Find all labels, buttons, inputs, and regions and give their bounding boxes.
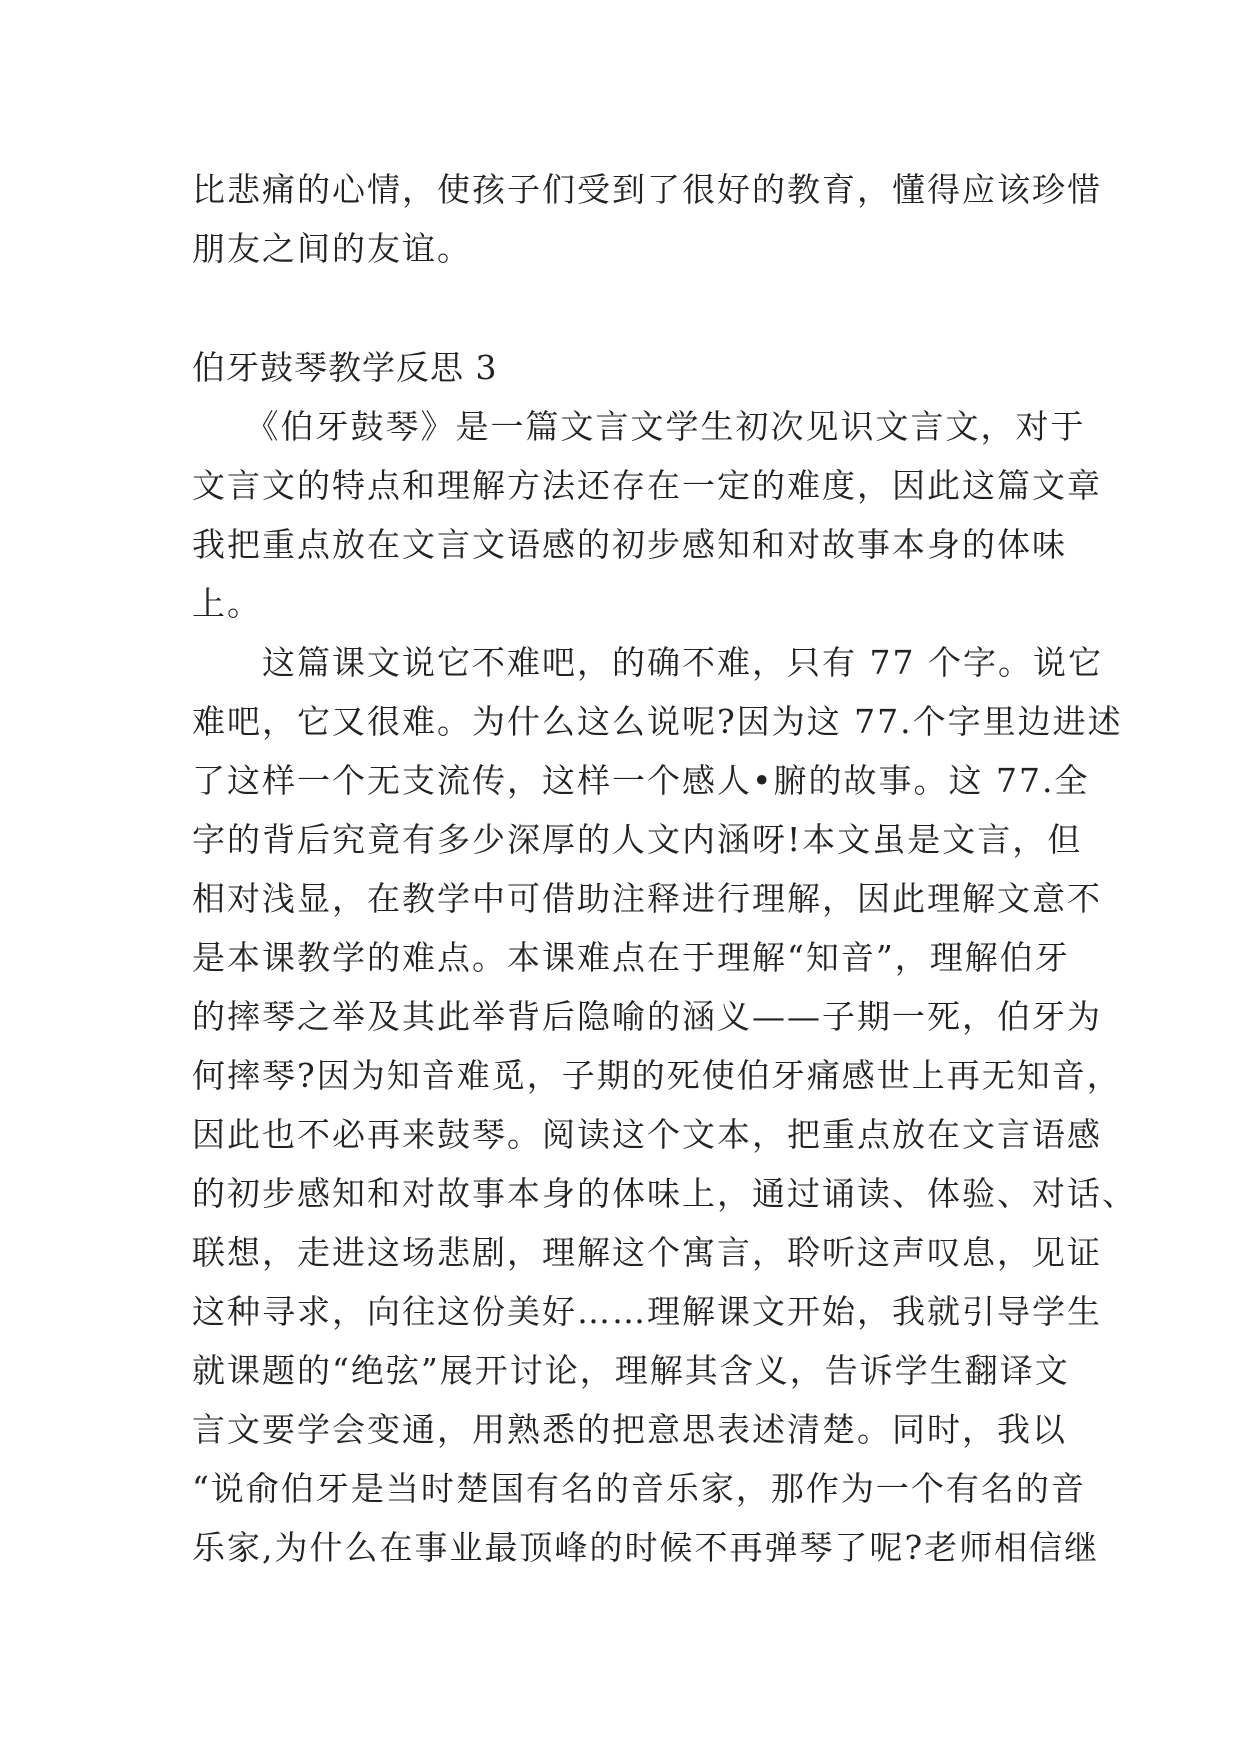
paragraph-2-line-16: 乐家,为什么在事业最顶峰的时候不再弹琴了呢?老师相信继 <box>192 1528 1100 1567</box>
paragraph-2-line-2: 难吧，它又很难。为什么这么说呢?因为这 77.个字里边进述 <box>192 702 1123 741</box>
paragraph-2-line-9: 因此也不必再来鼓琴。阅读这个文本，把重点放在文言语感 <box>192 1115 1102 1154</box>
paragraph-2-line-5: 相对浅显，在教学中可借助注释进行理解，因此理解文意不 <box>192 879 1102 918</box>
paragraph-1-line-3: 我把重点放在文言文语感的初步感知和对故事本身的体味 <box>192 525 1067 564</box>
intro-line-1: 比悲痛的心情，使孩子们受到了很好的教育，懂得应该珍惜 <box>192 170 1102 209</box>
paragraph-2-line-7: 的摔琴之举及其此举背后隐喻的涵义——子期一死，伯牙为 <box>192 997 1102 1036</box>
paragraph-2-line-12: 这种寻求，向往这份美好……理解课文开始，我就引导学生 <box>192 1292 1102 1331</box>
section-title: 伯牙鼓琴教学反思 3 <box>192 348 498 387</box>
paragraph-2-line-3: 了这样一个无支流传，这样一个感人•腑的故事。这 77.全 <box>192 761 1090 800</box>
intro-line-2: 朋友之间的友谊。 <box>192 229 472 268</box>
paragraph-2-line-11: 联想，走进这场悲剧，理解这个寓言，聆听这声叹息，见证 <box>192 1233 1102 1272</box>
paragraph-2-line-6: 是本课教学的难点。本课难点在于理解“知音”，理解伯牙 <box>192 938 1070 977</box>
paragraph-1-line-2: 文言文的特点和理解方法还存在一定的难度，因此这篇文章 <box>192 466 1102 505</box>
paragraph-1-line-1: 《伯牙鼓琴》是一篇文言文学生初次见识文言文，对于 <box>192 407 1086 446</box>
paragraph-1-line-4: 上。 <box>192 584 262 623</box>
paragraph-2-line-8: 何摔琴?因为知音难觅，子期的死使伯牙痛感世上再无知音， <box>192 1056 1122 1095</box>
paragraph-2-line-1: 这篇课文说它不难吧，的确不难，只有 77 个字。说它 <box>192 643 1103 682</box>
paragraph-2-line-10: 的初步感知和对故事本身的体味上，通过诵读、体验、对话、 <box>192 1174 1137 1213</box>
paragraph-2-line-13: 就课题的“绝弦”展开讨论，理解其含义，告诉学生翻译文 <box>192 1351 1070 1390</box>
paragraph-2-line-15: “说俞伯牙是当时楚国有名的音乐家，那作为一个有名的音 <box>192 1469 1086 1508</box>
paragraph-2-line-14: 言文要学会变通，用熟悉的把意思表述清楚。同时，我以 <box>192 1410 1067 1449</box>
paragraph-2-line-4: 字的背后究竟有多少深厚的人文内涵呀!本文虽是文言，但 <box>192 820 1083 859</box>
